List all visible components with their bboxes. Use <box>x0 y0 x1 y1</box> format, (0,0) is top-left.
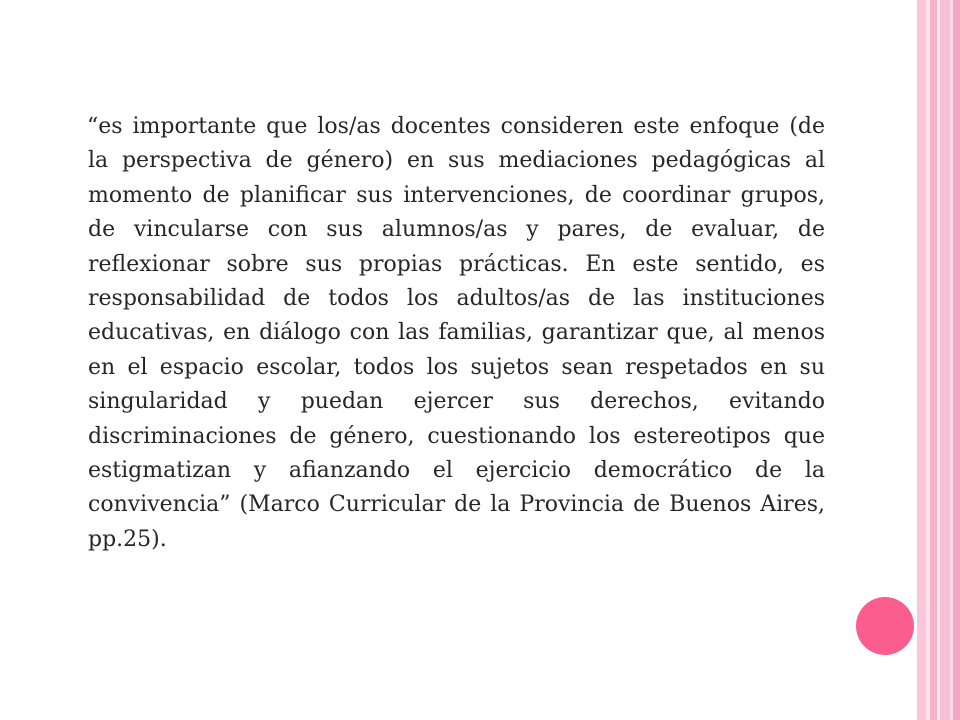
accent-circle <box>856 597 914 655</box>
decorative-stripe <box>917 0 926 720</box>
decorative-stripe <box>953 0 960 720</box>
decorative-stripe <box>930 0 937 720</box>
decorative-stripe <box>940 0 950 720</box>
quote-text: “es importante que los/as docentes consideren este enfoque (de la perspectiva de género) en sus mediaciones pedagógicas al momento de planificar sus intervenciones, de coordinar grupos, de vincularse con sus alumnos/as y pares, de evaluar, de reflexionar sobre sus propias prácticas. En este sentido, es responsabilidad de todos los adultos/as de las instituciones educativas, en diálogo con las familias, garantizar que, al menos en el espacio escolar, todos los sujetos sean respetados en su singularidad y puedan ejercer sus derechos, evitando discriminaciones de género, cuestionando los estereotipos que estigmatizan y afianzando el ejercicio democrático de la convivencia” (Marco Curricular de la Provincia de Buenos Aires, pp.25). <box>87 114 825 552</box>
